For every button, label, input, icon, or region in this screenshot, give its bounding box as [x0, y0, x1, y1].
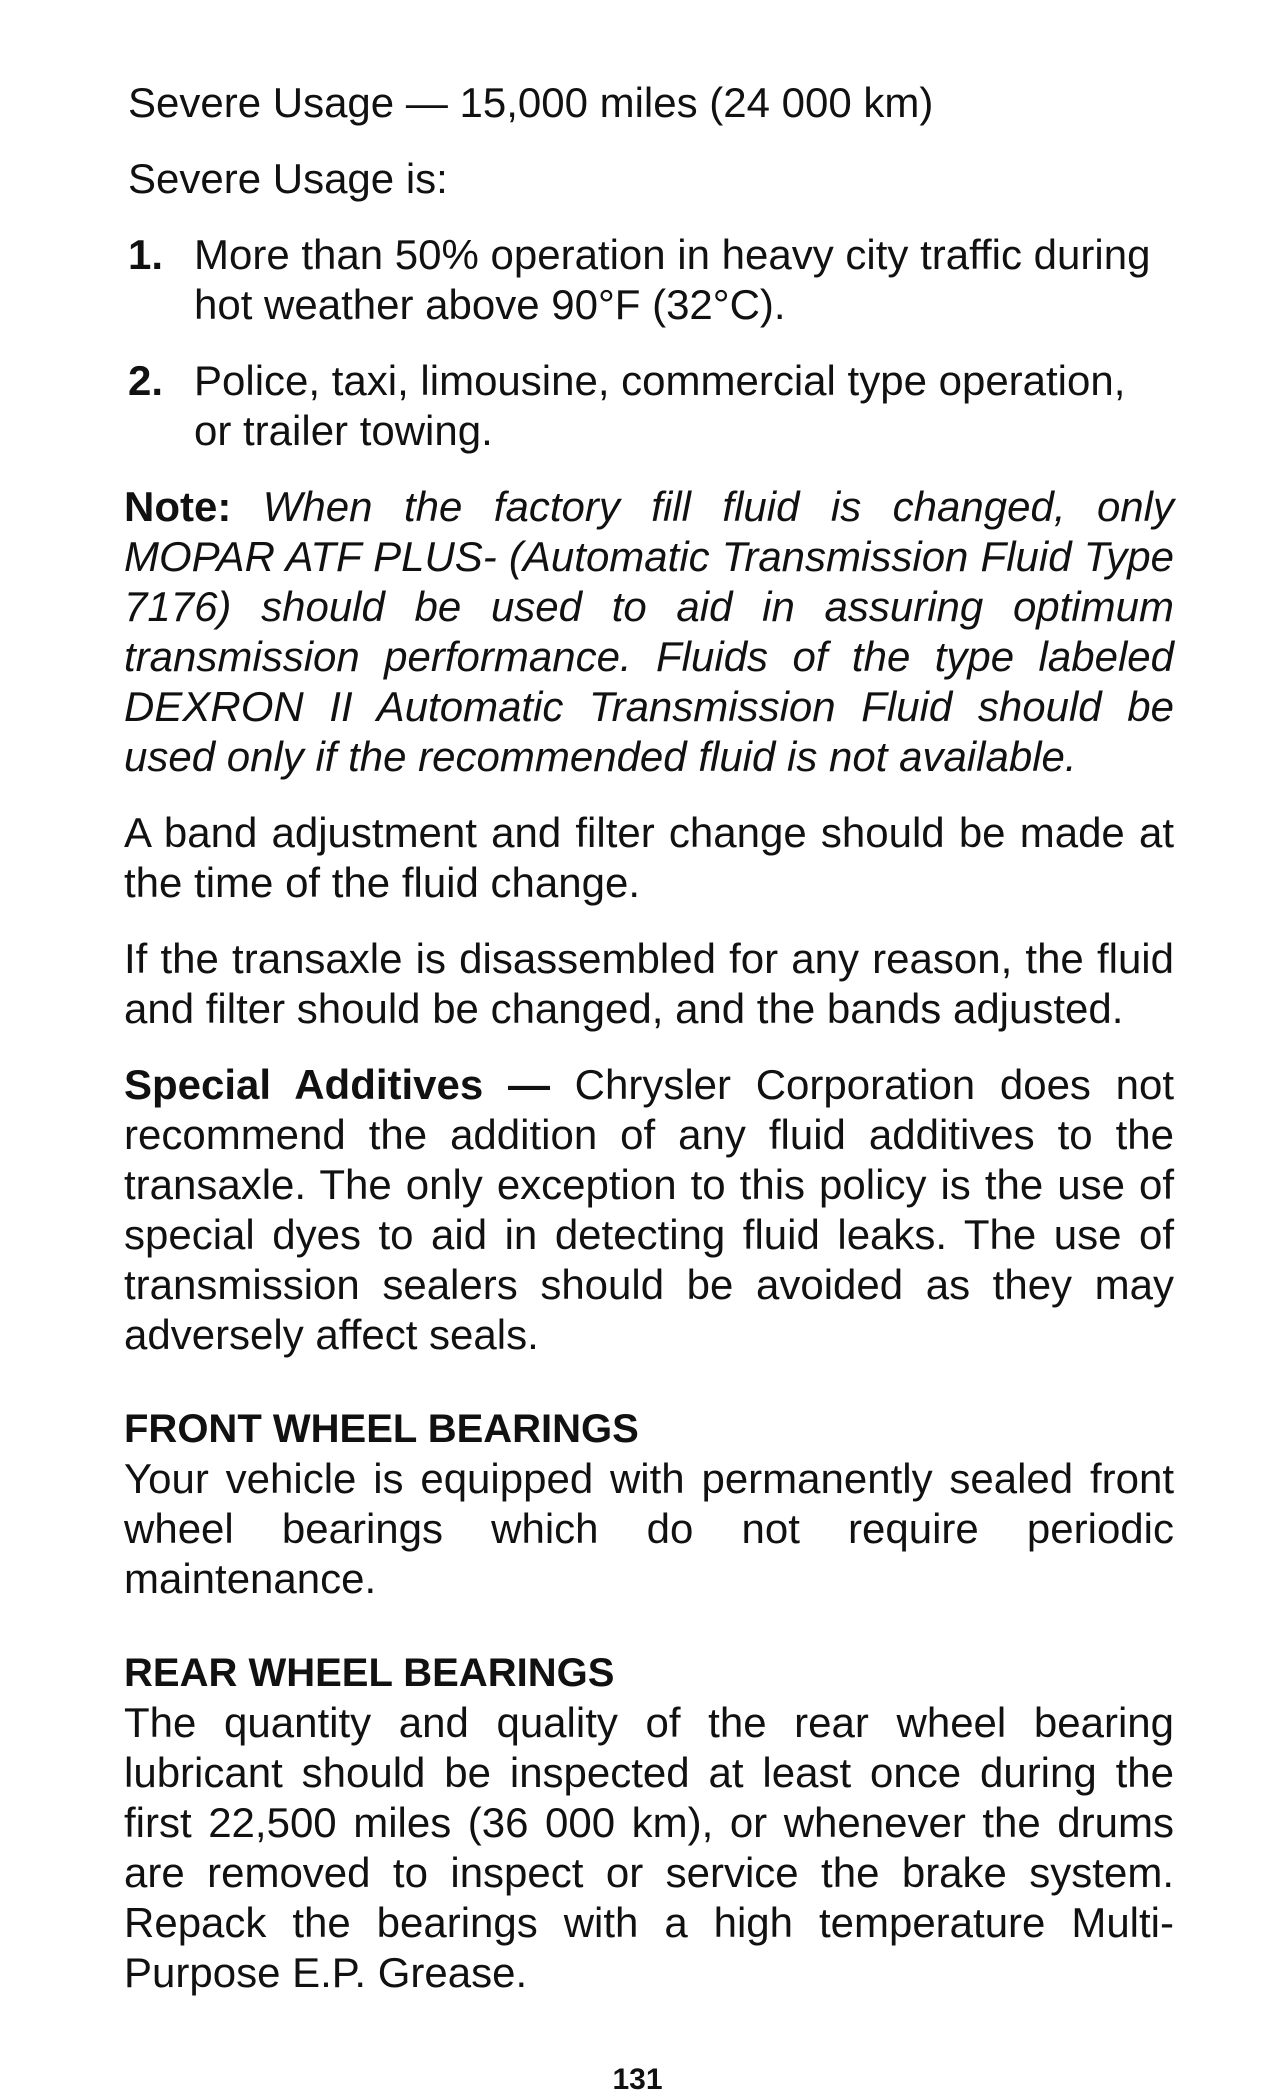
- page-number: 131: [612, 2063, 663, 2096]
- note-text: When the factory fill fluid is changed, only MOPAR ATF PLUS- (Automatic Transmission Fluid Type 7176) should be used to aid in assuring optimum transmission performance. Fluids of the type labeled DEXRON II Automatic Transmission Fluid should be used only if the recommended fluid is not available.: [124, 483, 1174, 780]
- front-wheel-bearings-paragraph: Your vehicle is equipped with permanently sealed front wheel bearings which do not require periodic maintenance.: [124, 1455, 1174, 1602]
- special-additives-text: Chrysler Corporation does not recommend the addition of any fluid additives to the transaxle. The only exception to this policy is the use of special dyes to aid in detecting fluid leaks. The use of transmission sealers should be avoided as they may adversely affect seals.: [124, 1061, 1174, 1358]
- severe-usage-intro: Severe Usage is:: [128, 155, 448, 202]
- rear-wheel-bearings-paragraph: The quantity and quality of the rear wheel bearing lubricant should be inspected at least once during the first 22,500 miles (36 000 km), or whenever the drums are removed to inspect or service the brake system. Repack the bearings with a high temperature Multi-Purpose E.P. Grease.: [124, 1699, 1174, 1996]
- transaxle-disassembled-paragraph: If the transaxle is disassembled for any reason, the fluid and filter should be changed, and the bands adjusted.: [124, 935, 1174, 1032]
- front-wheel-bearings-heading: FRONT WHEEL BEARINGS: [124, 1407, 639, 1451]
- list-item-text: Police, taxi, limousine, commercial type operation, or trailer towing.: [194, 357, 1126, 454]
- list-item-text: More than 50% operation in heavy city traffic during hot weather above 90°F (32°C).: [194, 231, 1151, 328]
- severe-usage-interval: Severe Usage — 15,000 miles (24 000 km): [128, 79, 934, 126]
- list-item-number: 1.: [128, 231, 164, 278]
- list-item-number: 2.: [128, 357, 164, 404]
- rear-wheel-bearings-heading: REAR WHEEL BEARINGS: [124, 1651, 615, 1695]
- note-paragraph: [124, 482, 1174, 782]
- page-content: [124, 78, 1174, 1998]
- list-item: [128, 356, 1174, 456]
- special-additives-label: Special Additives —: [124, 1061, 550, 1108]
- band-adjustment-paragraph: A band adjustment and filter change should be made at the time of the fluid change.: [124, 809, 1174, 906]
- special-additives-paragraph: [124, 1060, 1174, 1360]
- note-label: Note:: [124, 483, 232, 530]
- list-item: [128, 230, 1174, 330]
